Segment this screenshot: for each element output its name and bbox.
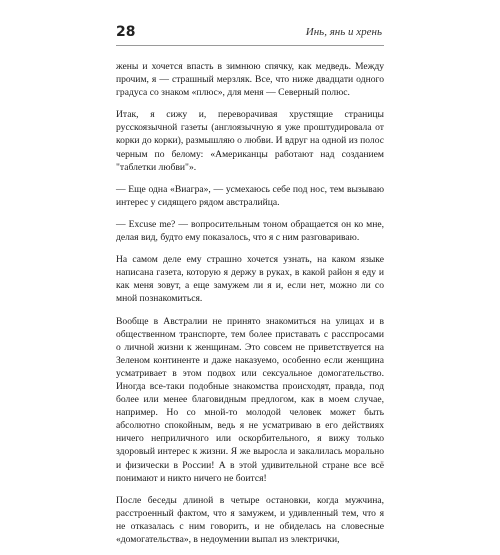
paragraph: — Еще одна «Виагра», — усмехаюсь себе под нос, тем вызываю интерес у сидящего рядом австралийца. bbox=[116, 183, 384, 208]
page-number: 28 bbox=[116, 24, 136, 40]
paragraph: После беседы длиной в четыре остановки, когда мужчина, расстроенный фактом, что я замужем, и удивленный тем, что я не отказалась с ним говорить, и не обиделась на словесные «домогательства», в недоумении выпал из электрички, bbox=[116, 494, 384, 545]
paragraph: — Excuse me? — вопросительным тоном обращается он ко мне, делая вид, будто ему показалось, что я с ним разговариваю. bbox=[116, 218, 384, 244]
body-text bbox=[116, 60, 384, 555]
running-header: Инь, янь и хрень bbox=[305, 26, 382, 38]
paragraph: Вообще в Австралии не принято знакомиться на улицах и в общественном транспорте, тем более приставать с расспросами о личной жизни к женщинам. Это совсем не приветствуется на Зеленом континенте и даже наказуемо, особенно если женщина усматривает в этом подвох или сексуальное домогательство. Иногда все-таки подобные знакомства происходят, правда, под более или менее благовидным предлогом, как в моем случае, например. Но со мной-то молодой человек может быть абсолютно спокойным, ведь я не усматриваю в его действиях ничего неприличного или оскорбительного, я вижу только здоровый интерес к жизни. Я же выросла и закалилась морально и физически в России! А в этой удивительной стране все всё понимают и никто ничего не боится! bbox=[116, 315, 384, 484]
paragraph: жены и хочется впасть в зимнюю спячку, как медведь. Между прочим, я — страшный мерзляк. Все, что ниже двадцати одного градуса со знаком «плюс», для меня — Северный полюс. bbox=[116, 61, 384, 99]
paragraph: Итак, я сижу и, переворачивая хрустящие страницы русскоязычной газеты (англоязычную я уже проштудировала от корки до корки), размышляю о любви. И вдруг на одной из полос черным по белому: «Американцы работают над созданием "таблетки любви"». bbox=[116, 109, 384, 173]
paragraph: На самом деле ему страшно хочется узнать, на каком языке написана газета, которую я держу в руках, в какой район я еду и как меня зовут, а еще замужем ли я и, если нет, можно ли со мной познакомиться. bbox=[116, 254, 384, 305]
header-divider bbox=[116, 45, 384, 46]
